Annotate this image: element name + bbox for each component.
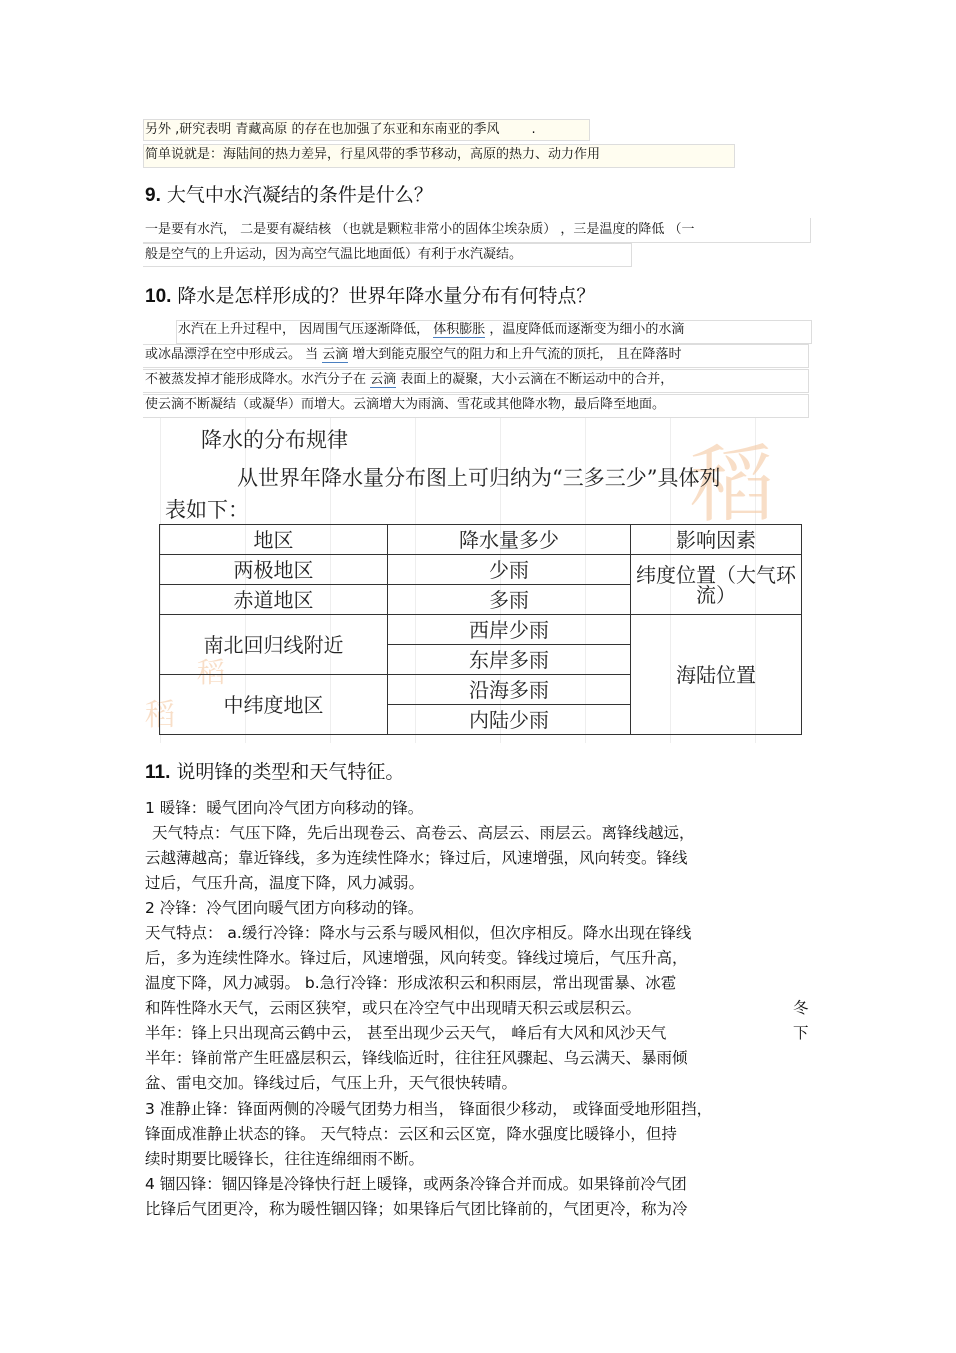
q11-line: 和阵性降水天气，云雨区狭窄，或只在冷空气中出现晴天积云或层积云。 [145, 999, 642, 1017]
table-cell: 赤道地区 [160, 585, 388, 615]
seal-watermark: 稻 [145, 698, 175, 733]
distribution-title: 降水的分布规律 [201, 428, 348, 452]
table-cell: 南北回归线附近 [160, 615, 388, 675]
q10-line-2: 或冰晶漂浮在空中形成云。 当 云滴 增大到能克服空气的阻力和上升气流的顶托， 且在降落时 [145, 347, 682, 362]
q11-line: 过后，气压升高，温度下降，风力减弱。 [145, 874, 425, 892]
q11-line: 3 准静止锋：锋面两侧的冷暖气团势力相当， 锋面很少移动， 或锋面受地形阻挡， [145, 1100, 713, 1118]
precipitation-table [159, 524, 802, 735]
q11-line-end: 冬 [793, 999, 809, 1017]
q11-line: 天气特点： a.缓行冷锋：降水与云系与暖风相似，但次序相反。降水出现在锋线 [145, 924, 692, 942]
q11-line: 天气特点：气压下降，先后出现卷云、高卷云、高层云、雨层云。离锋线越远， [152, 824, 695, 842]
table-cell: 海陆位置 [631, 615, 802, 735]
table-cell: 西岸少雨 [388, 615, 631, 645]
table-cell: 东岸多雨 [388, 645, 631, 675]
q11-line: 半年：锋上只出现高云鹤中云， 甚至出现少云天气， 峰后有大风和风沙天气 [145, 1024, 667, 1042]
q11-line: 比锋后气团更冷，称为暖性锢囚锋；如果锋后气团比锋前的，气团更冷，称为冷 [145, 1200, 688, 1218]
q11-line: 1 暖锋：暖气团向冷气团方向移动的锋。 [145, 799, 424, 817]
question-11-heading: 11. 说明锋的类型和天气特征。 [145, 761, 405, 783]
q11-line: 续时期要比暖锋长，往往连绵细雨不断。 [145, 1150, 425, 1168]
table-header-row [160, 525, 802, 555]
table-row [160, 555, 802, 585]
q11-line: 4 锢囚锋：锢囚锋是冷锋快行赶上暖锋，或两条冷锋合并而成。如果锋前冷气团 [145, 1175, 687, 1193]
precipitation-distribution-image [145, 418, 810, 743]
q11-line: 锋面成准静止状态的锋。 天气特点：云区和云区宽，降水强度比暖锋小，但持 [145, 1125, 677, 1143]
table-cell: 两极地区 [160, 555, 388, 585]
question-9-heading: 9. 大气中水汽凝结的条件是什么？ [145, 184, 433, 206]
distribution-intro-cont: 表如下： [165, 498, 249, 522]
q11-line: 半年：锋前常产生旺盛层积云，锋线临近时，往往狂风骤起、乌云满天、暴雨倾 [145, 1049, 688, 1067]
q11-line: 2 冷锋：冷气团向暖气团方向移动的锋。 [145, 899, 424, 917]
table-cell: 多雨 [388, 585, 631, 615]
table-cell: 中纬度地区 [160, 675, 388, 735]
table-cell: 内陆少雨 [388, 705, 631, 735]
q9-line-2: 般是空气的上升运动，因为高空气温比地面低）有利于水汽凝结。 [145, 247, 523, 262]
header-factor: 影响因素 [631, 525, 802, 555]
seal-watermark: 稻 [690, 436, 775, 534]
header-amount: 降水量多少 [388, 525, 631, 555]
q10-line-1: 水汽在上升过程中， 因周围气压逐渐降低， 体积膨胀 ，温度降低而逐渐变为细小的水滴 [178, 322, 685, 337]
q11-line: 温度下降，风力减弱。 b.急行冷锋：形成浓积云和积雨层，常出现雷暴、冰雹 [145, 974, 677, 992]
distribution-intro: 从世界年降水量分布图上可归纳为“三多三少”具体列 [237, 466, 721, 490]
table-cell: 纬度位置（大气环流） [631, 555, 802, 615]
seal-watermark: 稻 [197, 656, 226, 689]
q10-line-4: 使云滴不断凝结（或凝华）而增大。云滴增大为雨滴、雪花或其他降水物，最后降至地面。 [145, 397, 666, 412]
q10-line-3: 不被蒸发掉才能形成降水。水汽分子在 云滴 表面上的凝聚，大小云滴在不断运动中的合并， [145, 372, 674, 387]
q9-line-1: 一是要有水汽， 二是要有凝结核 （也就是颗粒非常小的固体尘埃杂质） ，三是温度的降低 （一 [145, 222, 695, 237]
table-cell: 沿海多雨 [388, 675, 631, 705]
table-row [160, 615, 802, 645]
question-10-heading: 10. 降水是怎样形成的？世界年降水量分布有何特点？ [145, 285, 596, 307]
intro-line-2: 简单说就是：海陆间的热力差异，行星风带的季节移动，高原的热力、动力作用 [145, 147, 601, 162]
intro-line-1: 另外 ,研究表明 青藏高原 的存在也加强了东亚和东南亚的季风 . [145, 122, 536, 137]
q11-line: 云越薄越高；靠近锋线，多为连续性降水；锋过后，风速增强，风向转变。锋线 [145, 849, 688, 867]
q11-line-end: 下 [793, 1024, 809, 1042]
table-cell: 少雨 [388, 555, 631, 585]
q11-line: 后，多为连续性降水。锋过后，风速增强，风向转变。锋线过境后，气压升高， [145, 949, 688, 967]
header-region: 地区 [160, 525, 388, 555]
q11-line: 盆、雷电交加。锋线过后，气压上升，天气很快转晴。 [145, 1074, 518, 1092]
